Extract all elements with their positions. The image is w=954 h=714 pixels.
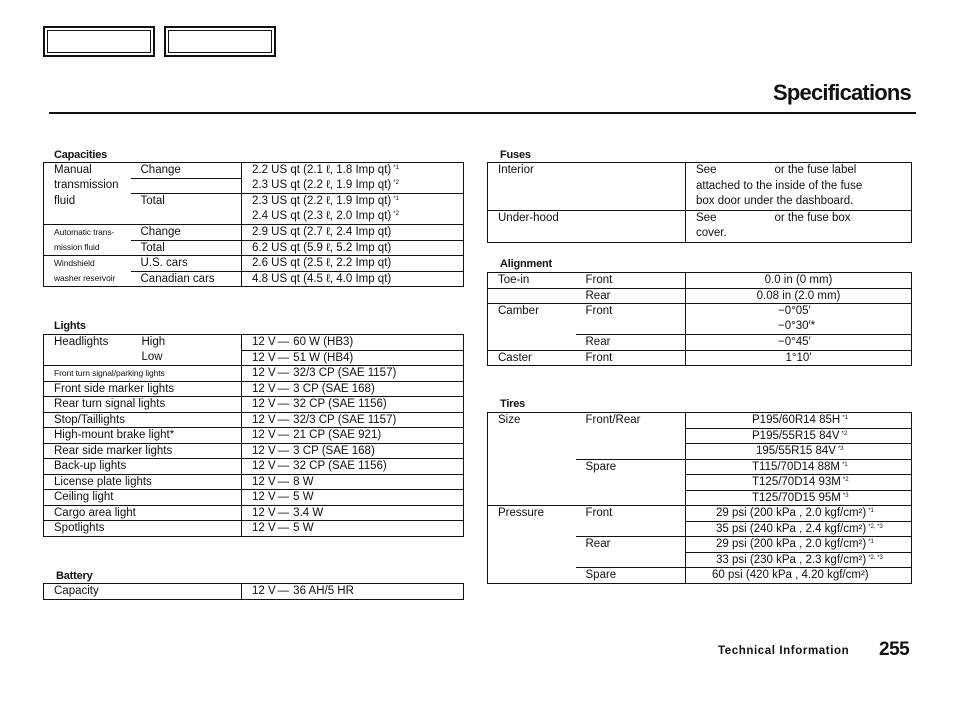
blank-cell — [488, 475, 576, 491]
light-row — [44, 350, 464, 366]
light-value: 12 V — 21 CP (SAE 921) — [242, 428, 464, 444]
manual-total: Total — [140, 195, 165, 207]
blank-cell — [131, 209, 242, 225]
light-name: Spotlights — [44, 521, 242, 537]
blank-cell — [488, 319, 576, 335]
light-row — [44, 490, 464, 506]
light-name: Headlights — [44, 335, 132, 351]
light-name: Back-up lights — [44, 459, 242, 475]
fuse-interior-value: See or the fuse label attached to the inside of the fuse box door under the dashboard. — [686, 163, 912, 211]
light-row — [44, 505, 464, 521]
fuses-heading: Fuses — [500, 149, 531, 161]
tire-size-value: T125/70D15 95M $^{*3}$ — [686, 490, 912, 506]
light-value: 12 V — 32 CP (SAE 1156) — [242, 459, 464, 475]
automatic-total: Total — [131, 240, 242, 256]
blank-cell — [576, 444, 686, 460]
capacity-value: 2.3 US qt (2.2 ℓ, 1.9 Imp qt) $^{*2}$ — [242, 178, 464, 194]
alignment-heading: Alignment — [500, 258, 552, 270]
light-name: Front side marker lights — [44, 381, 242, 397]
capacity-value: 2.9 US qt (2.7 ℓ, 2.4 Imp qt) — [242, 225, 464, 241]
blank-cell — [488, 490, 576, 506]
align-position: Front — [576, 273, 686, 289]
lights-table — [43, 334, 464, 537]
fuse-underhood-label: Under-hood — [488, 210, 686, 242]
light-name: Rear side marker lights — [44, 443, 242, 459]
blank-cell — [576, 428, 686, 444]
automatic-label-1: Automatic trans- — [44, 225, 131, 241]
washer-label-1: Windshield — [44, 256, 131, 272]
tire-size-value: T115/70D14 88M $^{*1}$ — [686, 459, 912, 475]
light-sub: High — [132, 335, 242, 351]
blank-cell — [576, 521, 686, 537]
align-caster-label: Caster — [488, 350, 576, 366]
light-value: 12 V — 5 W — [242, 490, 464, 506]
light-row — [44, 366, 464, 382]
align-position: Rear — [576, 288, 686, 304]
blank-cell — [576, 552, 686, 568]
light-row — [44, 521, 464, 537]
blank-cell — [488, 459, 576, 475]
blank-cell — [576, 475, 686, 491]
manual-label-2: transmission — [44, 178, 131, 194]
capacities-table — [43, 162, 464, 287]
tire-spare-pressure: Spare — [576, 568, 686, 584]
section-footer: Technical Information — [718, 645, 850, 657]
fuse-underhood-value: See or the fuse box cover. — [686, 210, 912, 242]
blank-cell — [488, 537, 576, 553]
previous-page-button[interactable] — [43, 26, 155, 57]
washer-canada: Canadian cars — [131, 271, 242, 287]
light-name: Rear turn signal lights — [44, 397, 242, 413]
light-row — [44, 381, 464, 397]
light-row — [44, 428, 464, 444]
blank-cell — [488, 335, 576, 351]
battery-value: 12 V — 36 AH/5 HR — [242, 584, 464, 600]
light-name: Front turn signal/parking lights — [44, 366, 242, 382]
light-row — [44, 443, 464, 459]
align-camber-label: Camber — [488, 304, 576, 320]
align-toe-label: Toe-in — [488, 273, 576, 289]
page-number: 255 — [879, 639, 910, 660]
fuses-table — [487, 162, 912, 243]
blank-cell — [488, 552, 576, 568]
fuse-interior-label: Interior — [488, 163, 686, 211]
light-sub: Low — [132, 350, 242, 366]
tire-pressure-value: 33 psi (230 kPa , 2.3 kgf/cm²) $^{*2, *3}$ — [686, 552, 912, 568]
tire-size-value: P195/55R15 84V $^{*2}$ — [686, 428, 912, 444]
tires-table — [487, 412, 912, 584]
align-value: 1°10′ — [686, 350, 912, 366]
light-value: 12 V — 32/3 CP (SAE 1157) — [242, 412, 464, 428]
align-value: −0°05′ — [686, 304, 912, 320]
blank-cell — [488, 444, 576, 460]
light-value: 12 V — 3.4 W — [242, 505, 464, 521]
light-row — [44, 459, 464, 475]
tire-pressure-value: 29 psi (200 kPa , 2.0 kgf/cm²) $^{*1}$ — [686, 506, 912, 522]
tires-heading: Tires — [500, 398, 526, 410]
alignment-table — [487, 272, 912, 366]
light-name: Cargo area light — [44, 505, 242, 521]
battery-heading: Battery — [56, 570, 93, 582]
align-position: Rear — [576, 335, 686, 351]
light-row — [44, 412, 464, 428]
blank-cell — [576, 319, 686, 335]
align-value: 0.08 in (2.0 mm) — [686, 288, 912, 304]
light-name: License plate lights — [44, 474, 242, 490]
washer-us: U.S. cars — [131, 256, 242, 272]
tire-pressure-value: 29 psi (200 kPa , 2.0 kgf/cm²) $^{*1}$ — [686, 537, 912, 553]
manual-label-1: Manual — [44, 163, 131, 179]
capacity-value: 4.8 US qt (4.5 ℓ, 4.0 Imp qt) — [242, 271, 464, 287]
light-value: 12 V — 32 CP (SAE 1156) — [242, 397, 464, 413]
tire-size-value: 195/55R15 84V $^{*3}$ — [686, 444, 912, 460]
battery-label: Capacity — [44, 584, 242, 600]
light-name: High-mount brake light* — [44, 428, 242, 444]
capacity-value: 6.2 US qt (5.9 ℓ, 5.2 Imp qt) — [242, 240, 464, 256]
blank-cell — [488, 288, 576, 304]
light-row — [44, 474, 464, 490]
tire-frontrear: Front/Rear — [576, 413, 686, 429]
automatic-change: Change — [131, 225, 242, 241]
light-value: 12 V — 3 CP (SAE 168) — [242, 381, 464, 397]
tire-pressure-label: Pressure — [488, 506, 576, 522]
align-position: Front — [576, 350, 686, 366]
tire-front: Front — [585, 507, 613, 519]
blank-cell — [44, 350, 132, 366]
light-value: 12 V — 32/3 CP (SAE 1157) — [242, 366, 464, 382]
tire-pressure-value: 35 psi (240 kPa , 2.4 kgf/cm²) $^{*2, *3}$ — [686, 521, 912, 537]
tire-size-value: T125/70D14 93M $^{*2}$ — [686, 475, 912, 491]
light-row — [44, 335, 464, 351]
tire-size-label: Size — [488, 413, 576, 429]
capacity-value: 2.6 US qt (2.5 ℓ, 2.2 Imp qt) — [242, 256, 464, 272]
lights-heading: Lights — [54, 320, 86, 332]
light-value: 12 V — 5 W — [242, 521, 464, 537]
light-name: Ceiling light — [44, 490, 242, 506]
align-value: −0°30′* — [686, 319, 912, 335]
blank-cell — [576, 490, 686, 506]
page-title: Specifications — [773, 80, 911, 105]
tire-pressure-value: 60 psi (420 kPa , 4.20 kgf/cm²) — [686, 568, 912, 584]
blank-cell — [488, 568, 576, 584]
tire-spare: Spare — [585, 460, 617, 473]
light-name: Stop/Taillights — [44, 412, 242, 428]
next-page-button[interactable] — [164, 26, 276, 57]
tire-rear: Rear — [585, 538, 611, 550]
automatic-label-2: mission fluid — [44, 240, 131, 256]
light-value: 12 V — 8 W — [242, 474, 464, 490]
capacity-value: 2.2 US qt (2.1 ℓ, 1.8 Imp qt) $^{*1}$ — [242, 163, 464, 179]
capacities-heading: Capacities — [54, 149, 108, 161]
blank-cell — [44, 209, 131, 225]
blank-cell — [131, 178, 242, 194]
tire-size-value: P195/60R14 85H $^{*1}$ — [686, 413, 912, 429]
manual-label-3: fluid — [44, 194, 131, 210]
washer-label-2: washer reservoir — [44, 271, 131, 287]
blank-cell — [488, 428, 576, 444]
capacity-value: 2.3 US qt (2.2 ℓ, 1.9 Imp qt) $^{*1}$ — [242, 194, 464, 210]
capacity-value: 2.4 US qt (2.3 ℓ, 2.0 Imp qt) $^{*2}$ — [242, 209, 464, 225]
title-divider — [49, 112, 916, 114]
align-value: −0°45′ — [686, 335, 912, 351]
light-value: 12 V — 51 W (HB4) — [242, 350, 464, 366]
light-row — [44, 397, 464, 413]
light-value: 12 V — 3 CP (SAE 168) — [242, 443, 464, 459]
align-value: 0.0 in (0 mm) — [686, 273, 912, 289]
blank-cell — [488, 521, 576, 537]
light-value: 12 V — 60 W (HB3) — [242, 335, 464, 351]
battery-table — [43, 583, 464, 600]
manual-change: Change — [131, 163, 242, 179]
align-position: Front — [585, 305, 613, 317]
